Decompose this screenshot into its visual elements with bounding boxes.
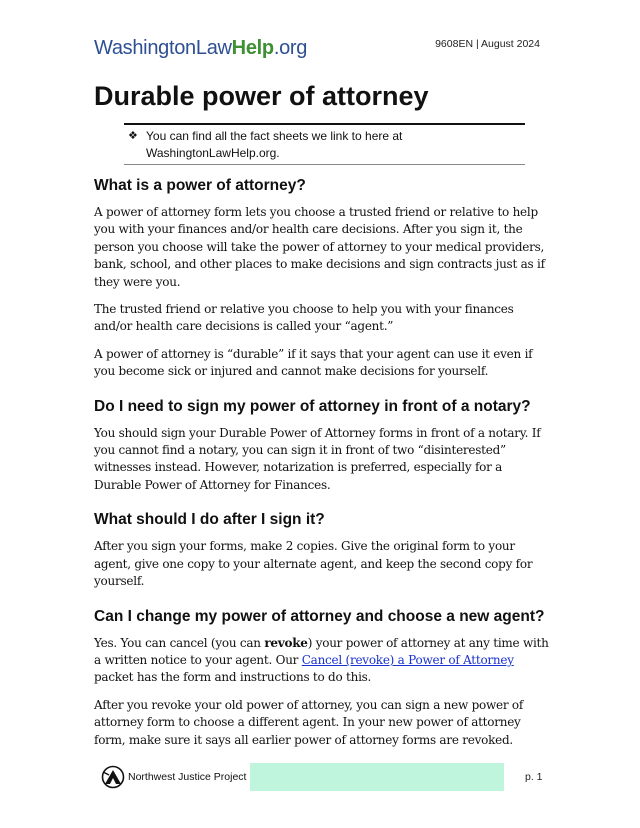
text-run: packet has the form and instructions to do this. — [94, 670, 372, 685]
text-run: ) your power of attorney at any time with a written notice to your agent. Our — [94, 635, 549, 667]
section-after-signing — [94, 510, 552, 590]
diamond-bullet-icon: ❖ — [128, 130, 138, 142]
paragraph: The trusted friend or relative you choose to help you with your finances and/or health care decisions is called your “agent.” — [94, 302, 514, 334]
section-what-is — [94, 176, 552, 381]
paragraph: You should sign your Durable Power of Attorney forms in front of a notary. If you cannot find a notary, you can sign it in front of two “disinterested” witnesses instead. However, notarization is preferred, especially for a Durable Power of Attorney for Finances. — [94, 425, 541, 492]
paragraph: After you revoke your old power of attorney, you can sign a new power of attorney form to choose a different agent. In your new power of attorney form, make sure it says all earlier power of attorney forms are revoked. — [94, 697, 524, 747]
logo-law: Law — [195, 37, 232, 59]
logo-org: .org — [273, 37, 308, 59]
document-id: 9608EN | August 2024 — [435, 38, 540, 50]
logo-washington: Washington — [94, 37, 196, 59]
callout-box — [124, 123, 525, 165]
footer-org-name: Northwest Justice Project — [128, 771, 247, 783]
main-content — [94, 176, 552, 765]
paragraph — [94, 635, 552, 687]
njp-emblem-icon — [101, 765, 125, 789]
section-heading: Do I need to sign my power of attorney in front of a notary? — [94, 397, 531, 415]
paragraph: A power of attorney form lets you choose a trusted friend or relative to help you with your finances and/or health care decisions. After you sign it, the person you choose will take the power of attorney to your medical providers, bank, school, and other places to make decisions and sign contracts just as if they were you. — [94, 205, 545, 289]
cancel-revoke-poa-link[interactable]: Cancel (revoke) a Power of Attorney — [301, 652, 514, 667]
footer-band — [250, 763, 504, 791]
northwest-justice-project-logo — [101, 765, 246, 789]
section-heading: Can I change my power of attorney and choose a new agent? — [94, 607, 545, 625]
paragraph: A power of attorney is “durable” if it says that your agent can use it even if you become sick or injured and cannot make decisions for yourself. — [94, 346, 533, 379]
section-heading: What should I do after I sign it? — [94, 511, 325, 529]
logo-help: Help — [231, 37, 274, 59]
callout-text: You can find all the fact sheets we link to here at WashingtonLawHelp.org. — [146, 129, 403, 160]
washingtonlawhelp-logo[interactable] — [94, 37, 307, 60]
page-title: Durable power of attorney — [94, 81, 429, 111]
page-number: p. 1 — [525, 771, 543, 783]
section-heading: What is a power of attorney? — [94, 177, 306, 194]
bold-term-revoke: revoke — [264, 635, 308, 650]
paragraph: After you sign your forms, make 2 copies. Give the original form to your agent, give one copy to your alternate agent, and keep the second copy for yourself. — [94, 539, 533, 589]
text-run: Yes. You can cancel (you can — [94, 635, 265, 650]
section-change-agent — [94, 607, 552, 749]
section-notary — [94, 397, 552, 495]
